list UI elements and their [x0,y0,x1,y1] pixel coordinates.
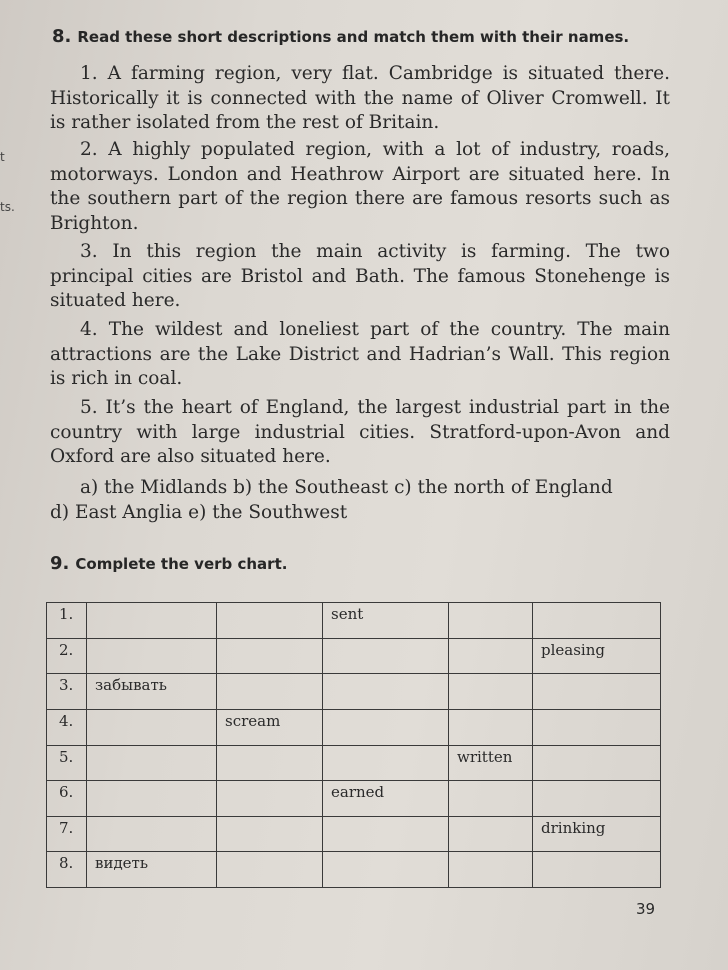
verb-cell [217,852,323,888]
verb-chart [46,602,661,888]
verb-cell [323,852,449,888]
region-names-line-1: a) the Midlands b) the Southeast c) the north of England [80,477,613,498]
verb-chart-row [47,745,661,781]
verb-cell [533,674,661,710]
row-number-cell: 6. [47,781,87,817]
exercise-9-heading [50,553,287,574]
verb-cell [217,674,323,710]
verb-cell: забывать [87,674,217,710]
verb-cell [533,781,661,817]
description-5: 5. It’s the heart of England, the largest industrial part in the country with large industrial cities. Stratford-upon-Avon and Oxford are also situated here. [50,397,670,467]
verb-cell [87,709,217,745]
verb-cell [87,745,217,781]
verb-cell [87,638,217,674]
verb-cell [217,781,323,817]
verb-cell: earned [323,781,449,817]
verb-cell [449,674,533,710]
exercise-number: 8. [52,26,72,47]
verb-cell [217,816,323,852]
verb-chart-row [47,638,661,674]
verb-chart-row [47,674,661,710]
verb-cell [449,852,533,888]
exercise-instruction: Complete the verb chart. [75,555,288,573]
verb-cell: scream [217,709,323,745]
verb-cell: written [449,745,533,781]
verb-cell [449,603,533,639]
verb-cell [533,709,661,745]
verb-chart-row [47,603,661,639]
verb-cell [533,852,661,888]
region-names-line-2: d) East Anglia e) the Southwest [50,501,348,523]
verb-cell [533,745,661,781]
verb-cell: видеть [87,852,217,888]
page-number: 39 [636,900,656,918]
verb-cell [87,816,217,852]
exercise-number: 9. [50,553,70,574]
verb-cell [87,781,217,817]
verb-cell [217,638,323,674]
description-2: 2. A highly populated region, with a lot of industry, roads, motorways. London and Heathrow Airport are situated here. In the southern part of the region there are famous resorts such as Brighton. [50,139,670,234]
row-number-cell: 4. [47,709,87,745]
verb-cell [323,709,449,745]
description-4: 4. The wildest and loneliest part of the country. The main attractions are the Lake District and Hadrian’s Wall. This region is rich in coal. [50,319,670,389]
verb-cell [323,638,449,674]
verb-cell [323,674,449,710]
exercise-instruction: Read these short descriptions and match them with their names. [77,28,630,46]
description-3: 3. In this region the main activity is farming. The two principal cities are Bristol and Bath. The famous Stonehenge is situated here. [50,241,670,311]
verb-cell [449,816,533,852]
exercise-8-heading [52,26,629,47]
row-number-cell: 2. [47,638,87,674]
verb-cell [217,603,323,639]
verb-cell [323,745,449,781]
row-number-cell: 3. [47,674,87,710]
description-1: 1. A farming region, very flat. Cambridge is situated there. Historically it is connected with the name of Oliver Cromwell. It is rather isolated from the rest of Britain. [50,63,670,133]
verb-cell [533,603,661,639]
verb-cell [217,745,323,781]
row-number-cell: 7. [47,816,87,852]
margin-fragment: t [0,150,5,164]
verb-cell: drinking [533,816,661,852]
row-number-cell: 5. [47,745,87,781]
verb-chart-row [47,781,661,817]
verb-cell: pleasing [533,638,661,674]
verb-cell [449,709,533,745]
region-names [50,476,670,525]
row-number-cell: 1. [47,603,87,639]
verb-chart-row [47,852,661,888]
verb-cell [87,603,217,639]
verb-chart-row [47,709,661,745]
margin-fragment: ts. [0,200,15,214]
verb-cell [323,816,449,852]
row-number-cell: 8. [47,852,87,888]
verb-cell [449,638,533,674]
verb-cell [449,781,533,817]
verb-cell: sent [323,603,449,639]
verb-chart-row [47,816,661,852]
